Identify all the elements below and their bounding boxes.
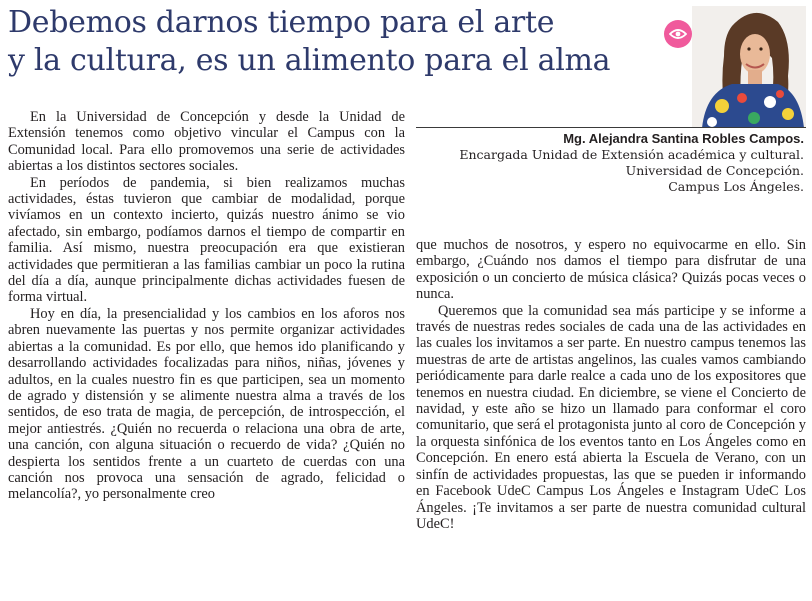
article-paragraph-continued: que muchos de nosotros, y espero no equivocarme en ello. Sin embargo, ¿Cuándo nos damos el tiempo para disfrutar de una exposición o un concierto de música clásica? Quizás pocas veces o nunca. bbox=[416, 237, 806, 303]
author-photo bbox=[692, 6, 806, 128]
article-column-right bbox=[416, 237, 806, 532]
article-paragraph: En períodos de pandemia, si bien realizamos muchas actividades, éstas tuvieron que cambiar de modalidad, porque vivíamos en un contexto incierto, quizás nuestro ánimo se vio afectado, sin embargo, podíamos darnos el tiempo de compartir en familia. Así mismo, nuestra preocupación era que existieran actividades que permitieran a las familias cambiar un poco la rutina del día a día, aunque principalmente dichas actividades fuesen de forma virtual. bbox=[8, 174, 405, 306]
author-institution: Universidad de Concepción. bbox=[625, 163, 804, 178]
byline-divider bbox=[416, 127, 806, 128]
headline-line-1: Debemos darnos tiempo para el arte bbox=[8, 5, 555, 40]
author-portrait-image bbox=[692, 6, 806, 128]
headline-line-2: y la cultura, es un alimento para el alma bbox=[8, 43, 611, 78]
author-campus: Campus Los Ángeles. bbox=[668, 179, 804, 194]
byline bbox=[424, 131, 804, 195]
article-column-left bbox=[8, 109, 405, 503]
author-role: Encargada Unidad de Extensión académica y cultural. bbox=[459, 147, 804, 162]
article-paragraph: Hoy en día, la presencialidad y los cambios en los aforos nos abren nuevamente las puertas y nos permite organizar actividades abiertas a la comunidad. Es por ello, que hemos ido planificando y desarrollando actividades focalizadas para niños, niñas, jóvenes y adultos, en la cuales nuestro fin es que participen, sea un momento de agrado y distensión y se alimente nuestra alma a través de los sentidos, de eso trata de magia, de percepción, de introspección, el mejor antiestrés. ¿Quién no recuerda o relaciona una obra de arte, una canción, con alguna situación o recuerdo de vida? ¿Quién no despierta los sentidos frente a un cuarteto de cuerdas con una canción nos provoca una sensación de agrado, felicidad o melancolía?, yo personalmente creo bbox=[8, 305, 405, 503]
article-paragraph: En la Universidad de Concepción y desde la Unidad de Extensión tenemos como objetivo vincular el Campus con la Comunidad local. Para ello promovemos una serie de actividades abiertas a los distintos sectores sociales. bbox=[8, 109, 405, 175]
eye-badge[interactable] bbox=[664, 20, 692, 48]
article-paragraph: Queremos que la comunidad sea más participe y se informe a través de nuestras redes sociales de cada una de las actividades en las cuales los invitamos a ser parte. En nuestro campus tenemos las muestras de arte de artistas angelinos, las cuales vamos cambiando periódicamente para darle realce a cada uno de los expositores que tenemos en nuestra ciudad. En diciembre, se viene el Concierto de navidad, y este año se hizo un llamado para conformar el coro comunitario, que será el protagonista junto al coro de Concepción y la orquesta sinfónica de los eventos tanto en Los Ángeles como en Concepción. En enero está abierta la Escuela de Verano, con un sinfín de actividades propuestas, las que se pueden ir informando en Facebook UdeC Campus Los Ángeles e Instagram UdeC Los Ángeles. ¡Te invitamos a ser parte de nuestra comunidad cultural UdeC! bbox=[416, 302, 806, 532]
author-name: Mg. Alejandra Santina Robles Campos. bbox=[563, 131, 804, 146]
headline bbox=[8, 4, 648, 80]
eye-icon bbox=[669, 28, 687, 40]
